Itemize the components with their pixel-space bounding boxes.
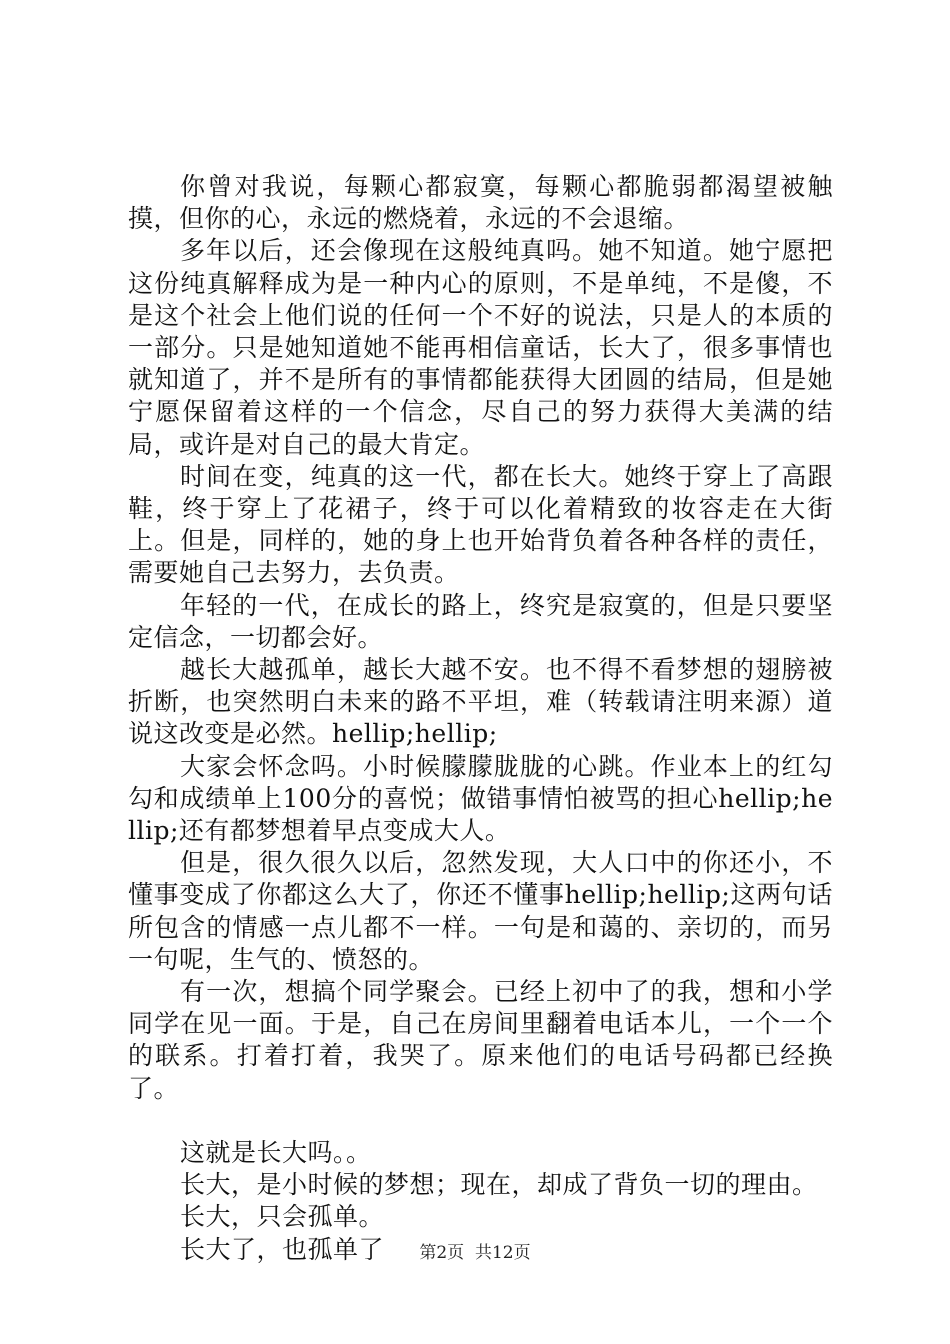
closing-line: 长大，只会孤单。 — [180, 1202, 385, 1232]
body-text — [128, 171, 833, 1266]
paragraph: 有一次，想搞个同学聚会。已经上初中了的我，想和小学同学在见一面。于是，自己在房间里翻着电话本儿，一个一个的联系。打着打着，我哭了。原来他们的电话号码都已经换了。 — [128, 977, 833, 1103]
page-number: 第2页 共12页 — [419, 1243, 531, 1263]
paragraph: 年轻的一代，在成长的路上，终究是寂寞的，但是只要坚定信念，一切都会好。 — [128, 590, 833, 652]
closing-line: 长大，是小时候的梦想；现在，却成了背负一切的理由。 — [180, 1170, 818, 1200]
paragraph: 但是，很久很久以后，忽然发现，大人口中的你还小，不懂事变成了你都这么大了，你还不懂事hellip;hellip;这两句话所包含的情感一点儿都不一样。一句是和蔼的、亲切的，而另一句呢，生气的、愤怒的。 — [128, 848, 833, 974]
blank-line — [128, 1105, 833, 1137]
paragraph: 多年以后，还会像现在这般纯真吗。她不知道。她宁愿把这份纯真解释成为是一种内心的原则，不是单纯，不是傻，不是这个社会上他们说的任何一个不好的说法，只是人的本质的一部分。只是她知道她不能再相信童话，长大了，很多事情也就知道了，并不是所有的事情都能获得大团圆的结局，但是她宁愿保留着这样的一个信念，尽自己的努力获得大美满的结局，或许是对自己的最大肯定。 — [128, 236, 833, 459]
paragraph: 时间在变，纯真的这一代，都在长大。她终于穿上了高跟鞋，终于穿上了花裙子，终于可以化着精致的妆容走在大街上。但是，同样的，她的身上也开始背负着各种各样的责任，需要她自己去努力，去负责。 — [128, 461, 833, 588]
paragraph: 大家会怀念吗。小时候朦朦胧胧的心跳。作业本上的红勾勾和成绩单上100分的喜悦；做错事情怕被骂的担心hellip;hellip;还有都梦想着早点变成大人。 — [128, 751, 833, 846]
paragraph: 你曾对我说，每颗心都寂寞，每颗心都脆弱都渴望被触摸，但你的心，永远的燃烧着，永远的不会退缩。 — [128, 172, 833, 234]
closing-line: 这就是长大吗。。 — [180, 1137, 372, 1167]
paragraph: 越长大越孤单，越长大越不安。也不得不看梦想的翅膀被折断，也突然明白未来的路不平坦，难（转载请注明来源）道说这改变是必然。hellip;hellip; — [128, 655, 833, 749]
page-footer — [0, 1242, 950, 1264]
closing-line: 长大了，也孤单了 — [180, 1234, 385, 1264]
